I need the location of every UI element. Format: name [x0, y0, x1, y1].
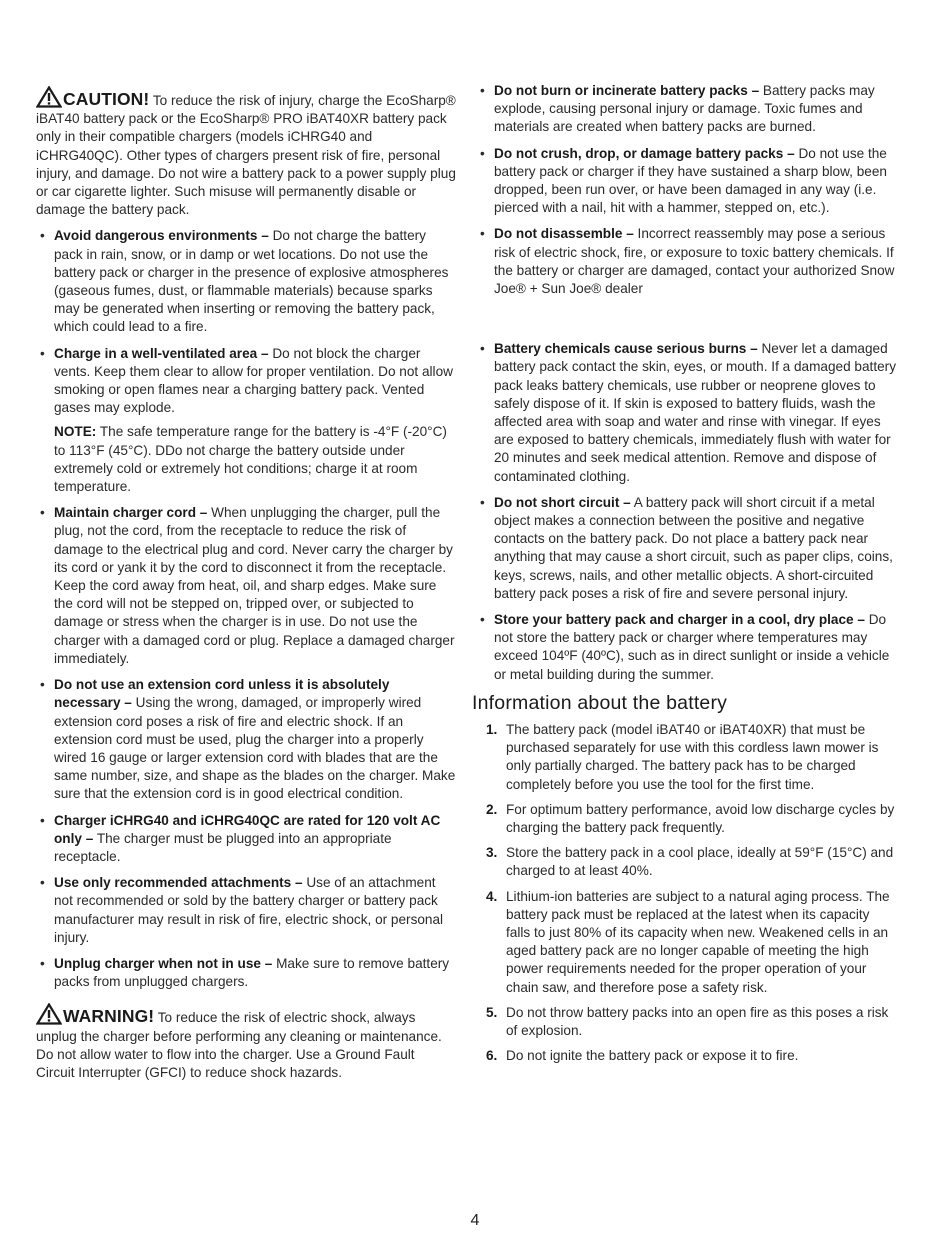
bullet-text: Make sure to remove battery packs from unplugged chargers. [54, 955, 450, 990]
note-text: The safe temperature range for the battery is -4°F (-20°C) to 113°F (45°C). DDo not charge the battery outside under extremely cold or extremely hot conditions; charge it at room temperature. [54, 424, 447, 495]
list-item: • Charger iCHRG40 and iCHRG40QC are rated for 120 volt AC only – The charger must be plugged into an appropriate receptacle. [40, 812, 441, 864]
left-safety-list [36, 227, 456, 991]
list-item: • Do not use an extension cord unless it is absolutely necessary – Using the wrong, damaged, or improperly wired extension cord poses a risk of fire and electric shock. If an extension cord must be used, plug the charger into a properly wired 16 gauge or larger extension cord with blades that are the same number, size, and shape as the blades on the charger. Make sure that the extension cord is in good electrical condition. [40, 677, 456, 802]
right-safety-list-top [476, 82, 896, 298]
caution-text: To reduce the risk of injury, charge the EcoSharp® iBAT40 battery pack or the EcoSharp® PRO iBAT40XR battery pack only in their compatible chargers (models iCHRG40 and iCHRG40QC). Other types of chargers present risk of fire, personal injury, and damage. Do not wire a battery pack to a power supply plug or car cigarette lighter. Such misuse will permanently disable or damage the battery pack. [36, 93, 456, 218]
bullet-title: Do not use an extension cord unless it is absolutely necessary – [54, 677, 390, 711]
list-item: • Use only recommended attachments – Use of an attachment not recommended or sold by the battery charger or battery pack manufacturer may result in risk of fire, electric shock, or personal injury. [40, 875, 444, 945]
column-gap [476, 306, 896, 340]
item-text: The battery pack (model iBAT40 or iBAT40XR) that must be purchased separately for use with this cordless lawn mower is only partially charged. The battery pack has to be charged completely before you use the tool for the first time. [506, 721, 879, 792]
bullet-text: Use of an attachment not recommended or sold by the battery charger or battery pack manufacturer may result in risk of fire, electric shock, or personal injury. [54, 875, 444, 945]
bullet-title: Store your battery pack and charger in a cool, dry place – [494, 612, 865, 628]
right-safety-list-bottom [476, 340, 896, 684]
bullet-title: Do not disassemble – [494, 226, 634, 242]
bullet-text: Incorrect reassembly may pose a serious risk of electric shock, fire, or exposure to toxic battery chemicals. If the battery or charger are damaged, contact your authorized Snow Joe® + Sun Joe® dealer [494, 226, 895, 297]
bullet-title: Unplug charger when not in use – [54, 955, 273, 971]
list-item [476, 801, 896, 837]
temperature-note [54, 423, 456, 496]
caution-block [36, 86, 456, 219]
left-column [36, 86, 456, 1082]
page-number: 4 [470, 1212, 480, 1229]
list-item [476, 844, 896, 880]
bullet-title: Battery chemicals cause serious burns – [494, 341, 758, 357]
warning-block [36, 1003, 456, 1082]
bullet-text: Do not charge the battery pack in rain, snow, or in damp or wet locations. Do not use the battery pack or charger in the presence of explosive atmospheres (gaseous fumes, dust, or flammable materials) because sparks may be generated when inserting or removing the battery pack, which could lead to a fire. [54, 228, 449, 335]
item-number: 6. [486, 1048, 498, 1064]
item-text: For optimum battery performance, avoid low discharge cycles by charging the battery pack frequently. [506, 801, 895, 835]
item-number: 1. [486, 721, 498, 737]
section-heading: Information about the battery [472, 691, 728, 714]
list-item: • Maintain charger cord – When unplugging the charger, pull the plug, not the cord, from the receptacle to reduce the risk of damage to the electrical plug and cord. Never carry the charger by its cord or yank it by the cord to disconnect it from the receptacle. Keep the cord away from heat, oil, and sharp edges. Make sure the cord will not be stepped on, tripped over, or subjected to damage or stress when the charger is in use. Do not use the charger with a damaged cord or plug. Replace a damaged charger immediately. [40, 505, 455, 666]
list-item: • Unplug charger when not in use – Make sure to remove battery packs from unplugged chargers. [40, 955, 450, 990]
bullet-text: Using the wrong, damaged, or improperly wired extension cord poses a risk of fire and electric shock. If an extension cord must be used, plug the charger into a properly wired 16 gauge or larger extension cord with blades that are the same number, size, and shape as the blades on the charger. Make sure that the extension cord is in good electrical condition. [54, 695, 456, 802]
bullet-text: Do not block the charger vents. Keep them clear to allow for proper ventilation. Do not allow smoking or open flames near a charging battery pack. Vented gases may explode. [54, 345, 453, 416]
bullet-title: Do not short circuit – [494, 494, 631, 510]
warning-text: To reduce the risk of electric shock, always unplug the charger before performing any cleaning or maintenance. Do not allow water to flow into the charger. Use a Ground Fault Circuit Interrupter (GFCI) to reduce shock hazards. [36, 1010, 442, 1080]
bullet-text: When unplugging the charger, pull the plug, not the cord, from the receptacle to reduce the risk of damage to the electrical plug and cord. Never carry the charger by its cord or yank it by the cord to disconnect it from the receptacle. Keep the cord away from heat, oil, and sharp edges. Make sure the cord will not be stepped on, tripped over, or subjected to damage or stress when the charger is in use. Do not use the charger with a damaged cord or plug. Replace a damaged charger immediately. [54, 505, 455, 666]
item-number: 4. [486, 888, 498, 904]
note-label: NOTE: [54, 424, 97, 440]
list-item: • Battery chemicals cause serious burns – Never let a damaged battery pack contact the skin, eyes, or mouth. If a damaged battery pack leaks battery chemicals, use rubber or neoprene gloves to safely dispose of it. If skin is exposed to battery fluids, wash the affected area with soap and water and rinse with vinegar. If eyes are exposed to battery chemicals, immediately flush with water for 20 minutes and seek medical attention. Remove and dispose of contaminated clothing. [480, 341, 896, 484]
item-number: 2. [486, 801, 498, 817]
bullet-title: Use only recommended attachments – [54, 875, 303, 891]
list-item: • Store your battery pack and charger in a cool, dry place – Do not store the battery pack or charger where temperatures may exceed 104ºF (40ºC), such as in direct sunlight or inside a vehicle or metal building during the summer. [480, 612, 890, 682]
bullet-text: Battery packs may explode, causing personal injury or damage. Toxic fumes and materials are created when battery packs are burned. [494, 83, 875, 135]
item-number: 5. [486, 1004, 498, 1020]
bullet-text: Do not store the battery pack or charger where temperatures may exceed 104ºF (40ºC), such as in direct sunlight or inside a vehicle or metal building during the summer. [494, 612, 890, 682]
list-item: • Charge in a well-ventilated area – Do not block the charger vents. Keep them clear to allow for proper ventilation. Do not allow smoking or open flames near a charging battery pack. Vented gases may explode. NOTE: The safe temperature range for the battery is -4°F (-20°C) to 113°F (45°C). DDo not charge the battery outside under extremely cold or extremely hot conditions; charge it at room temperature. [36, 345, 456, 497]
item-number: 3. [486, 845, 498, 861]
item-text: Do not throw battery packs into an open fire as this poses a risk of explosion. [506, 1004, 889, 1038]
caution-label: CAUTION! [63, 89, 150, 109]
list-item: • Do not short circuit – A battery pack will short circuit if a metal object makes a connection between the positive and negative contacts on the battery pack. Do not place a battery pack near anything that may cause a short circuit, such as paper clips, coins, keys, screws, nails, and other metallic objects. A short-circuited battery pack poses a risk of fire and severe personal injury. [480, 494, 893, 601]
bullet-text: Do not use the battery pack or charger if they have sustained a sharp blow, been dropped, been run over, or have been damaged in any way (i.e. pierced with a nail, hit with a hammer, stepped on, etc.). [494, 145, 887, 216]
warning-triangle-icon [36, 86, 62, 108]
bullet-title: Maintain charger cord – [54, 505, 208, 521]
item-text: Store the battery pack in a cool place, ideally at 59°F (15°C) and charged to at least 40%. [506, 845, 894, 879]
bullet-title: Charge in a well-ventilated area – [54, 345, 269, 361]
item-text: Do not ignite the battery pack or expose it to fire. [506, 1048, 799, 1064]
list-item: • Do not disassemble – Incorrect reassembly may pose a serious risk of electric shock, fire, or exposure to toxic battery chemicals. If the battery or charger are damaged, contact your authorized Snow Joe® + Sun Joe® dealer [480, 226, 895, 297]
battery-info-list [476, 721, 896, 1065]
list-item [476, 1004, 896, 1040]
list-item [476, 721, 896, 794]
item-text: Lithium-ion batteries are subject to a natural aging process. The battery pack must be replaced at the latest when its capacity falls to just 80% of its capacity when new. Weakened cells in an aged battery pack are no longer capable of meeting the high power requirements needed for the proper operation of your chain saw, and therefore pose a safety risk. [506, 888, 890, 995]
bullet-text: The charger must be plugged into an appropriate receptacle. [54, 830, 392, 864]
bullet-text: Never let a damaged battery pack contact the skin, eyes, or mouth. If a damaged battery pack leaks battery chemicals, use rubber or neoprene gloves to safely dispose of it. If skin is exposed to battery fluids, wash the affected area with soap and water and rinse with vinegar. If eyes are exposed to battery chemicals, immediately flush with water for 20 minutes and seek medical attention. Remove and dispose of contaminated clothing. [494, 341, 896, 484]
bullet-text: A battery pack will short circuit if a metal object makes a connection between the positive and negative contacts on the battery pack. Do not place a battery pack near anything that may cause a short circuit, such as paper clips, coins, keys, screws, nails, and other metallic objects. A short-circuited battery pack poses a risk of fire and severe personal injury. [494, 494, 893, 601]
bullet-title: Avoid dangerous environments – [54, 228, 269, 244]
right-column [472, 82, 896, 1072]
warning-label: WARNING! [63, 1006, 155, 1027]
bullet-title: Charger iCHRG40 and iCHRG40QC are rated for 120 volt AC only – [54, 812, 441, 846]
list-item [476, 888, 896, 997]
bullet-title: Do not burn or incinerate battery packs – [494, 83, 760, 98]
list-item: • Avoid dangerous environments – Do not charge the battery pack in rain, snow, or in damp or wet locations. Do not use the battery pack or charger in the presence of explosive atmospheres (gaseous fumes, dust, or flammable materials) because sparks may be generated when inserting or removing the battery pack, which could lead to a fire. [40, 228, 449, 335]
warning-triangle-icon [36, 1003, 62, 1025]
list-item [476, 1047, 896, 1065]
list-item: • Do not burn or incinerate battery packs – Battery packs may explode, causing personal injury or damage. Toxic fumes and materials are created when battery packs are burned. [480, 83, 875, 135]
bullet-title: Do not crush, drop, or damage battery packs – [494, 145, 795, 161]
list-item: • Do not crush, drop, or damage battery packs – Do not use the battery pack or charger if they have sustained a sharp blow, been dropped, been run over, or have been damaged in any way (i.e. pierced with a nail, hit with a hammer, stepped on, etc.). [480, 145, 887, 216]
